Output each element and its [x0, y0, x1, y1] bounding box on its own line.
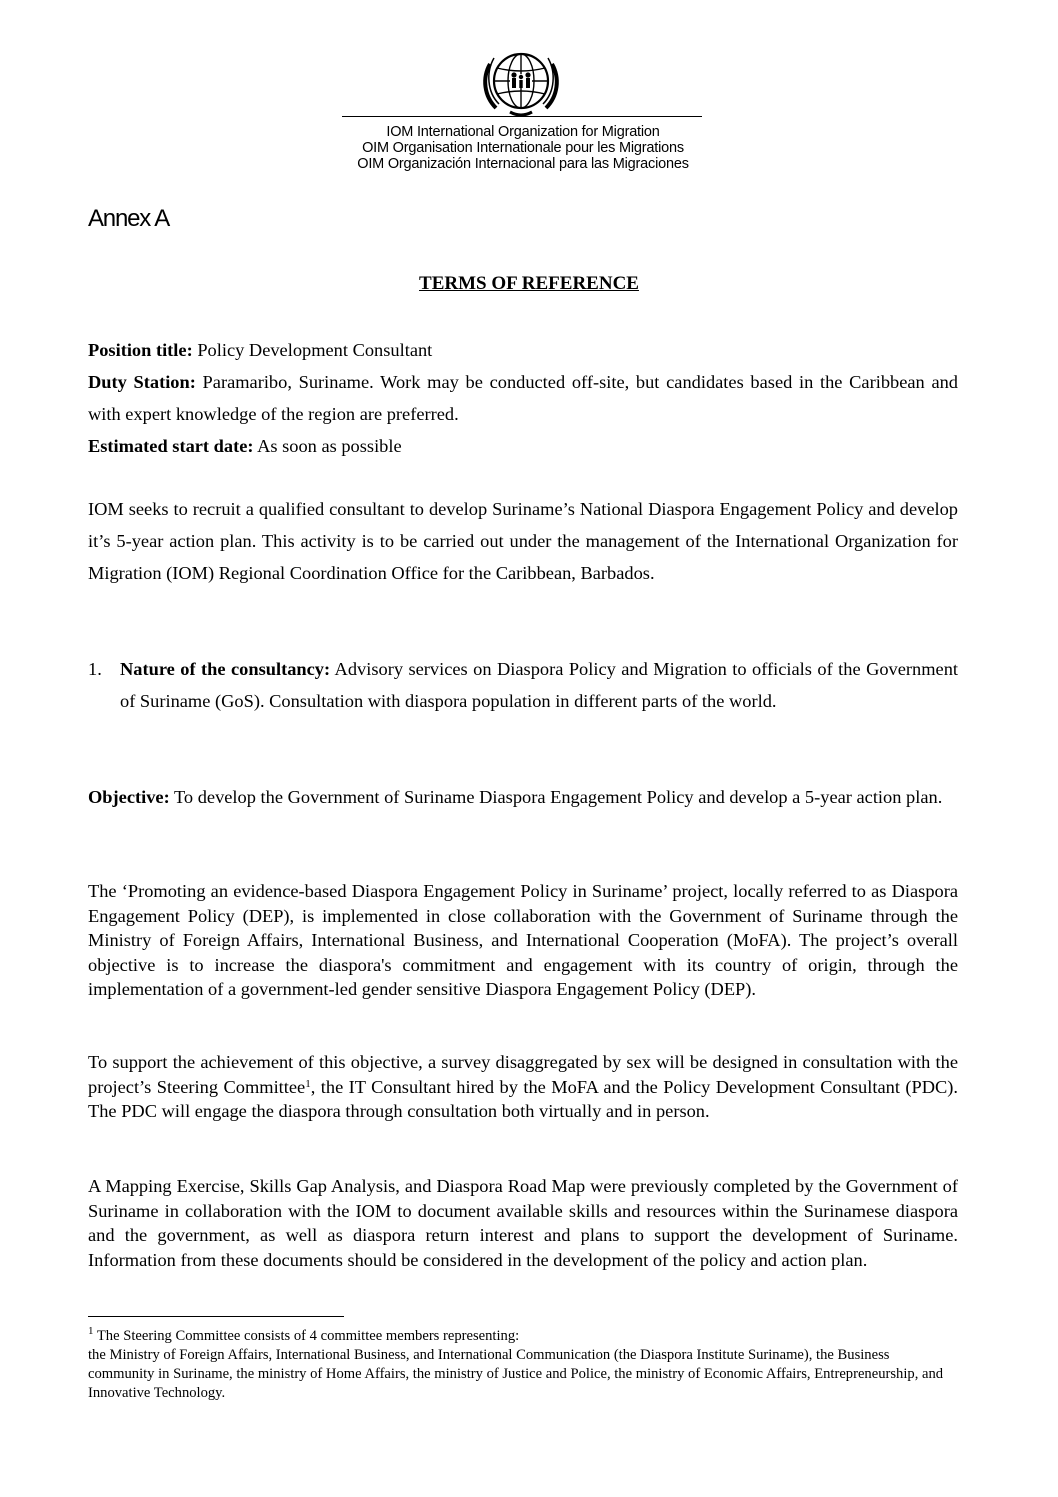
duty-station-value: Paramaribo, Suriname. Work may be conducted off-site, but candidates based in the Caribbean and with expert knowledge of the region are preferred.: [88, 372, 958, 424]
item-number: 1.: [88, 659, 102, 679]
position-details: [88, 334, 958, 462]
objective-text: To develop the Government of Suriname Diaspora Engagement Policy and develop a 5-year action plan.: [169, 787, 943, 807]
start-date-line: [88, 430, 958, 462]
item-body: Advisory services on Diaspora Policy and Migration to officials of the Government of Suriname (GoS). Consultation with diaspora population in different parts of the world.: [120, 659, 959, 711]
intro-paragraph: IOM seeks to recruit a qualified consultant to develop Suriname’s National Diaspora Engagement Policy and develop it’s 5-year action plan. This activity is to be carried out under the management of the International Organization for Migration (IOM) Regional Coordination Office for the Caribbean, Barbados.: [88, 499, 958, 583]
objective-label: Objective:: [88, 787, 170, 807]
survey-paragraph: [88, 1050, 958, 1124]
survey-text-end: , the IT Consultant hired by the MoFA and the Policy Development Consultant (PDC). The PDC will engage the diaspora through consultation both virtually and in person.: [88, 1076, 958, 1121]
document-title: [0, 273, 1058, 295]
item-label: Nature of the consultancy:: [120, 659, 331, 679]
document-title-text: TERMS OF REFERENCE: [419, 273, 639, 294]
item-text: [120, 653, 958, 717]
position-title-line: [88, 334, 958, 366]
position-title-label: Position title:: [88, 340, 193, 360]
mapping-paragraph: A Mapping Exercise, Skills Gap Analysis, and Diaspora Road Map were previously completed by the Government of Suriname in collaboration with the IOM to document available skills and resources within the Surinamese diaspora and the government, as well as diaspora return interest and plans to support the development of Suriname. Information from these documents should be considered in the development of the policy and action plan.: [88, 1176, 958, 1270]
org-name-english: IOM International Organization for Migration: [386, 124, 660, 140]
iom-logo-icon: [480, 44, 562, 120]
duty-station-label: Duty Station:: [88, 372, 196, 392]
footnote-body: the Ministry of Foreign Affairs, International Business, and International Communication (the Diaspora Institute Suriname), the Business community in Suriname, the ministry of Home Affairs, the ministry of Justice and Police, the ministry of Economic Affairs, Entrepreneurship, and Innovative Technology.: [88, 1347, 944, 1401]
nature-of-consultancy-item: [88, 653, 958, 717]
footnote-mark: 1: [88, 1325, 94, 1337]
header-divider: [342, 116, 702, 117]
footnote-first-line: [88, 1327, 958, 1346]
footnote-divider: [88, 1316, 344, 1317]
start-date-value: As soon as possible: [253, 436, 402, 456]
annex-title: Annex A: [88, 205, 170, 232]
org-name-spanish: OIM Organización Internacional para las Migraciones: [357, 156, 689, 172]
org-name-french: OIM Organisation Internationale pour les Migrations: [362, 140, 684, 156]
objective-paragraph: [88, 781, 958, 813]
footnote-reference[interactable]: 1: [305, 1077, 311, 1090]
survey-text-start: To support the achievement of this objective, a survey disaggregated by sex will be designed in consultation with the project’s Steering Committee: [88, 1052, 958, 1097]
project-paragraph: The ‘Promoting an evidence-based Diaspora Engagement Policy in Suriname’ project, locally referred to as Diaspora Engagement Policy (DEP), is implemented in close collaboration with the Government of Suriname through the Ministry of Foreign Affairs, International Business, and International Cooperation (MoFA). The project’s overall objective is to increase the diaspora's commitment and engagement with its country of origin, through the implementation of a government-led gender sensitive Diaspora Engagement Policy (DEP).: [88, 881, 958, 999]
organization-names: [300, 124, 746, 172]
footnote-intro: The Steering Committee consists of 4 committee members representing:: [93, 1328, 520, 1344]
position-title-value: Policy Development Consultant: [192, 340, 433, 360]
start-date-label: Estimated start date:: [88, 436, 254, 456]
footnote: [88, 1327, 958, 1403]
duty-station-line: [88, 366, 958, 430]
